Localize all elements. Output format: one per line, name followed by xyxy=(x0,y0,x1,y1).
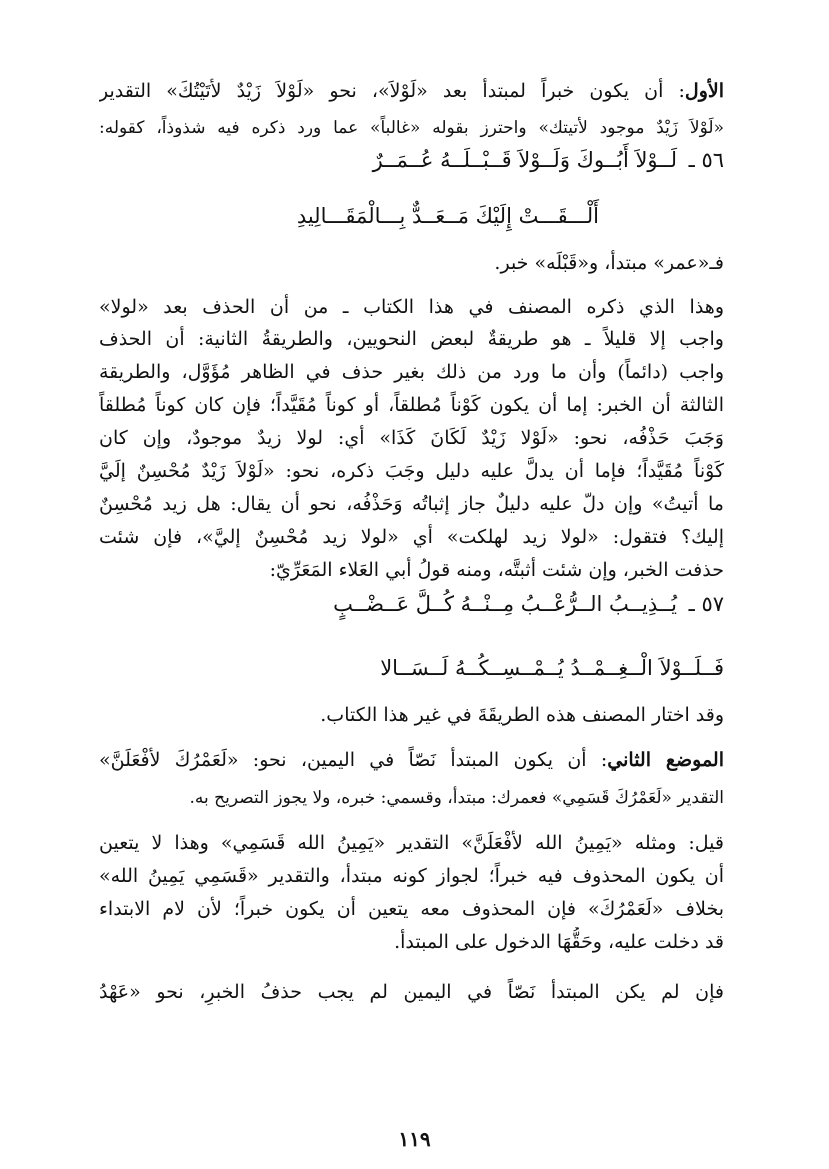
verse57-number: ٥٧ ـ xyxy=(688,592,724,616)
verse57-first-hemistich: يُــذِيــبُ الــرُّعْــبُ مِــنْــهُ كُــلَّ عَــضْــبٍ xyxy=(333,592,677,616)
verse57-explanation: وقد اختار المصنف هذه الطريقَةَ في غير هذا الكتاب. xyxy=(320,704,724,726)
para1-lead: الأول xyxy=(684,80,724,102)
para3-line1 xyxy=(99,745,724,777)
para1-line1 xyxy=(99,76,724,108)
para2-line: وَجَبَ حَذْفُه، نحو: «لَوْلا زَيْدٌ لَكَانَ كَذَا» أي: لولا زيدٌ موجودٌ، وإن كان xyxy=(99,427,724,449)
para1-line1-text: : أن يكون خبراً لمبتدأ بعد «لَوْلاَ»، نحو «لَوْلاَ زَيْدٌ لأتَيْتُكَ» التقدير xyxy=(99,80,685,102)
para4-line: قد دخلت عليه، وحَقُّهَا الدخول على المبتدأ. xyxy=(394,931,724,953)
para5-line1: فإن لم يكن المبتدأ نَصّاً في اليمين لم يجب حذفُ الخبرِ، نحو «عَهْدُ xyxy=(99,981,724,1003)
page-number: ١١٩ xyxy=(398,1127,431,1151)
verse56-number: ٥٦ ـ xyxy=(688,148,724,172)
para2-line: ما أتيتُ» وإن دلّ عليه دليلٌ جاز إثباتُه وَحَذْفُه، نحو أن يقال: هل زيد مُحْسِنٌ xyxy=(99,493,724,515)
para3-line1-text: : أن يكون المبتدأ نَصّاً في اليمين، نحو: «لَعَمْرُكَ لأفْعَلَنَّ» xyxy=(99,749,608,771)
para4-line: قيل: ومثله «يَمِينُ الله لأفْعَلَنَّ» التقدير «يَمِينُ الله قَسَمِي» وهذا لا يتعين xyxy=(99,832,724,854)
verse57-second-hemistich: فَــلَــوْلاَ الْــغِــمْــدُ يُــمْــسِــكُــهُ لَــسَــالا xyxy=(380,656,724,680)
para4-line: بخلاف «لَعَمْرُكَ» فإن المحذوف معه يتعين أن يكون خبراً؛ لأن لام الابتداء xyxy=(99,898,724,920)
para1-line2: «لَوْلاَ زَيْدٌ موجود لأتيتك» واحترز بقوله «غالباً» عما ورد ذكره فيه شذوذاً، كقوله: xyxy=(99,118,724,138)
para2-line: حذفت الخبر، وإن شئت أثبتَّه، ومنه قولُ أبي العَلاء المَعَرِّيّ: xyxy=(269,559,724,581)
para2-line: كَوْناً مُقَيَّداً؛ فإما أن يدلَّ عليه دليل وجَبَ ذكره، نحو: «لَوْلاَ زَيْدٌ مُحْسِنٌ إلَيَّ xyxy=(99,460,724,482)
verse56-first-hemistich: لَــوْلاَ أَبُــوكَ وَلَــوْلاَ قَــبْــلَــهُ عُــمَــرٌ xyxy=(372,148,677,172)
para2-line: وهذا الذي ذكره المصنف في هذا الكتاب ـ من أن الحذف بعد «لولا» xyxy=(99,296,724,318)
verse56-second-hemistich: أَلْـــقَـــتْ إِلَيْكَ مَــعَــدٌّ بِـــالْمَقَـــالِيدِ xyxy=(296,204,599,228)
para2-line: إليك؟ فتقول: «لولا زيد لهلكت» أي «لولا زيد مُحْسِنٌ إليَّ»، فإن شئت xyxy=(99,526,724,548)
para2-line: الثالثة أن الخبر: إما أن يكون كَوْناً مُطلقاً، أو كوناً مُقَيَّداً؛ فإن كان كوناً مُطلقاً xyxy=(99,394,724,416)
para3-line2: التقدير «لَعَمْرُكَ قَسَمِي» فعمرك: مبتدأ، وقسمي: خبره، ولا يجوز التصريح به. xyxy=(189,788,724,808)
para4-line: أن يكون المحذوف فيه خبراً؛ لجواز كونه مبتدأ، والتقدير «قَسَمِي يَمِينُ الله» xyxy=(99,865,724,887)
para2-line: واجب إلا قليلاً ـ هو طريقةٌ لبعض النحويين، والطريقةُ الثانية: أن الحذف xyxy=(99,328,724,350)
para3-lead: الموضع الثاني xyxy=(607,749,724,771)
verse56-explanation: فـ«عمر» مبتدأ، و«قَبْلَه» خبر. xyxy=(494,252,724,274)
para2-line: واجب (دائماً) وأن ما ورد من ذلك بغير حذف في الظاهر مُؤَوَّل، والطريقة xyxy=(99,361,724,383)
